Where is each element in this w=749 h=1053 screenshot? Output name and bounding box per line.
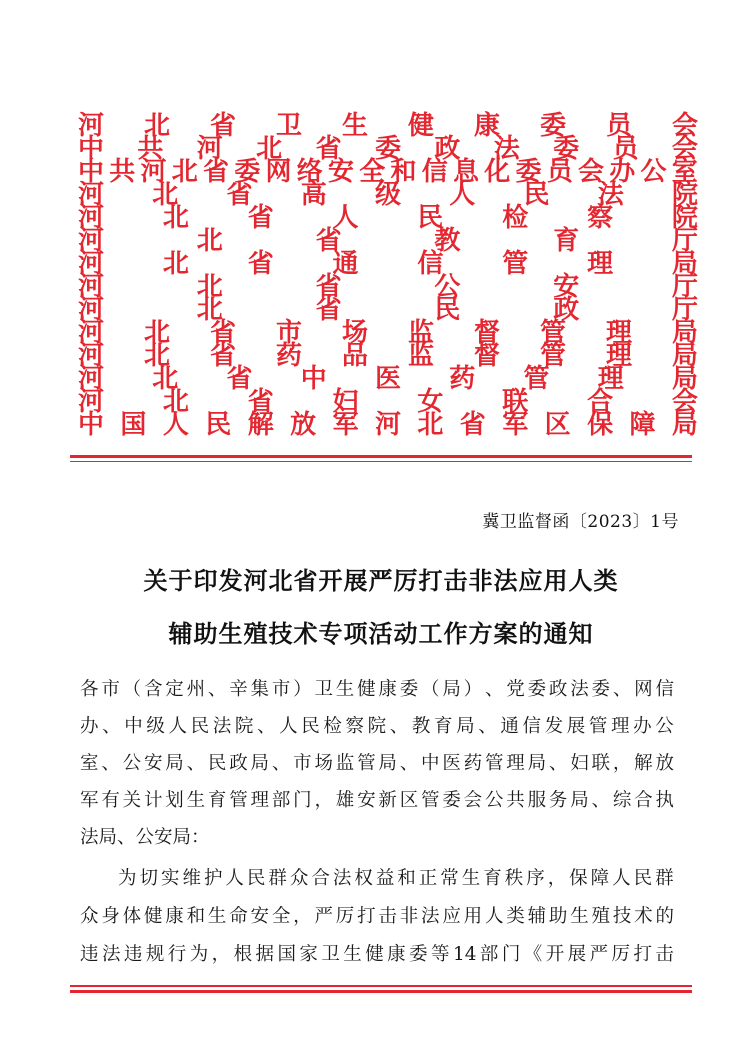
letterhead-unit: 河 北 省 妇 女 联 合 会: [78, 387, 698, 417]
letterhead-unit: 中 共 河 北 省 委 政 法 委 员 会: [78, 134, 698, 164]
letterhead-unit: 中 国 人 民 解 放 军 河 北 省 军 区 保 障 局: [78, 410, 698, 440]
letterhead-unit: 河 北 省 通 信 管 理 局: [78, 249, 698, 279]
body-line: 众 身 体 健 康 和 生 命 安 全 ， 严 厉 打 击 非 法 应 用 人 类 辅 助 生 殖 技 术 的: [80, 906, 674, 927]
letterhead-unit: 河 北 省 教 育 厅: [78, 226, 698, 256]
addressee-line: 办 、 中 级 人 民 法 院 、 人 民 检 察 院 、 教 育 局 、 通 信 发 展 管 理 办 公: [80, 716, 674, 737]
addressee-line: 法局、公安局：: [80, 827, 210, 848]
document-title-line: 辅助生殖技术专项活动工作方案的通知: [168, 619, 594, 648]
footer-divider-top: [70, 985, 692, 987]
letterhead-divider-thin: [70, 461, 692, 462]
letterhead-unit: 河 北 省 民 政 厅: [78, 295, 698, 325]
addressee-line: 室 、 公 安 局 、 民 政 局 、 市 场 监 管 局 、 中 医 药 管 理 局 、 妇 联 ， 解 放: [80, 753, 674, 774]
letterhead-unit: 河 北 省 人 民 检 察 院: [78, 203, 698, 233]
letterhead-divider-thick: [70, 455, 692, 458]
letterhead-unit: 河 北 省 药 品 监 督 管 理 局: [78, 341, 699, 371]
document-title-line: 关于印发河北省开展严厉打击非法应用人类: [143, 566, 619, 595]
addressee-line: 各 市 （ 含 定 州 、 辛 集 市 ） 卫 生 健 康 委 （ 局 ） 、 党 委 政 法 委 、 网 信: [80, 679, 674, 700]
letterhead-unit: 河 北 省 公 安 厅: [78, 272, 698, 302]
letterhead-unit: 河 北 省 高 级 人 民 法 院: [78, 180, 699, 210]
letterhead-unit: 河 北 省 市 场 监 督 管 理 局: [78, 318, 699, 348]
document-number: 冀卫监督函〔2023〕1号: [482, 512, 679, 532]
letterhead-unit: 河 北 省 中 医 药 管 理 局: [78, 364, 699, 394]
body-line: 为 切 实 维 护 人 民 群 众 合 法 权 益 和 正 常 生 育 秩 序 ， 保 障 人 民 群: [118, 868, 674, 889]
body-line: 违 法 违 规 行 为 ， 根 据 国 家 卫 生 健 康 委 等 14 部 门 《 开 展 严 厉 打 击: [80, 944, 674, 965]
letterhead-unit: 河 北 省 卫 生 健 康 委 员 会: [78, 111, 699, 141]
letterhead-unit: 中 共 河 北 省 委 网 络 安 全 和 信 息 化 委 员 会 办 公 室: [78, 157, 698, 187]
footer-divider-bottom: [70, 990, 692, 993]
addressee-line: 军 有 关 计 划 生 育 管 理 部 门 ， 雄 安 新 区 管 委 会 公 共 服 务 局 、 综 合 执: [80, 790, 674, 811]
